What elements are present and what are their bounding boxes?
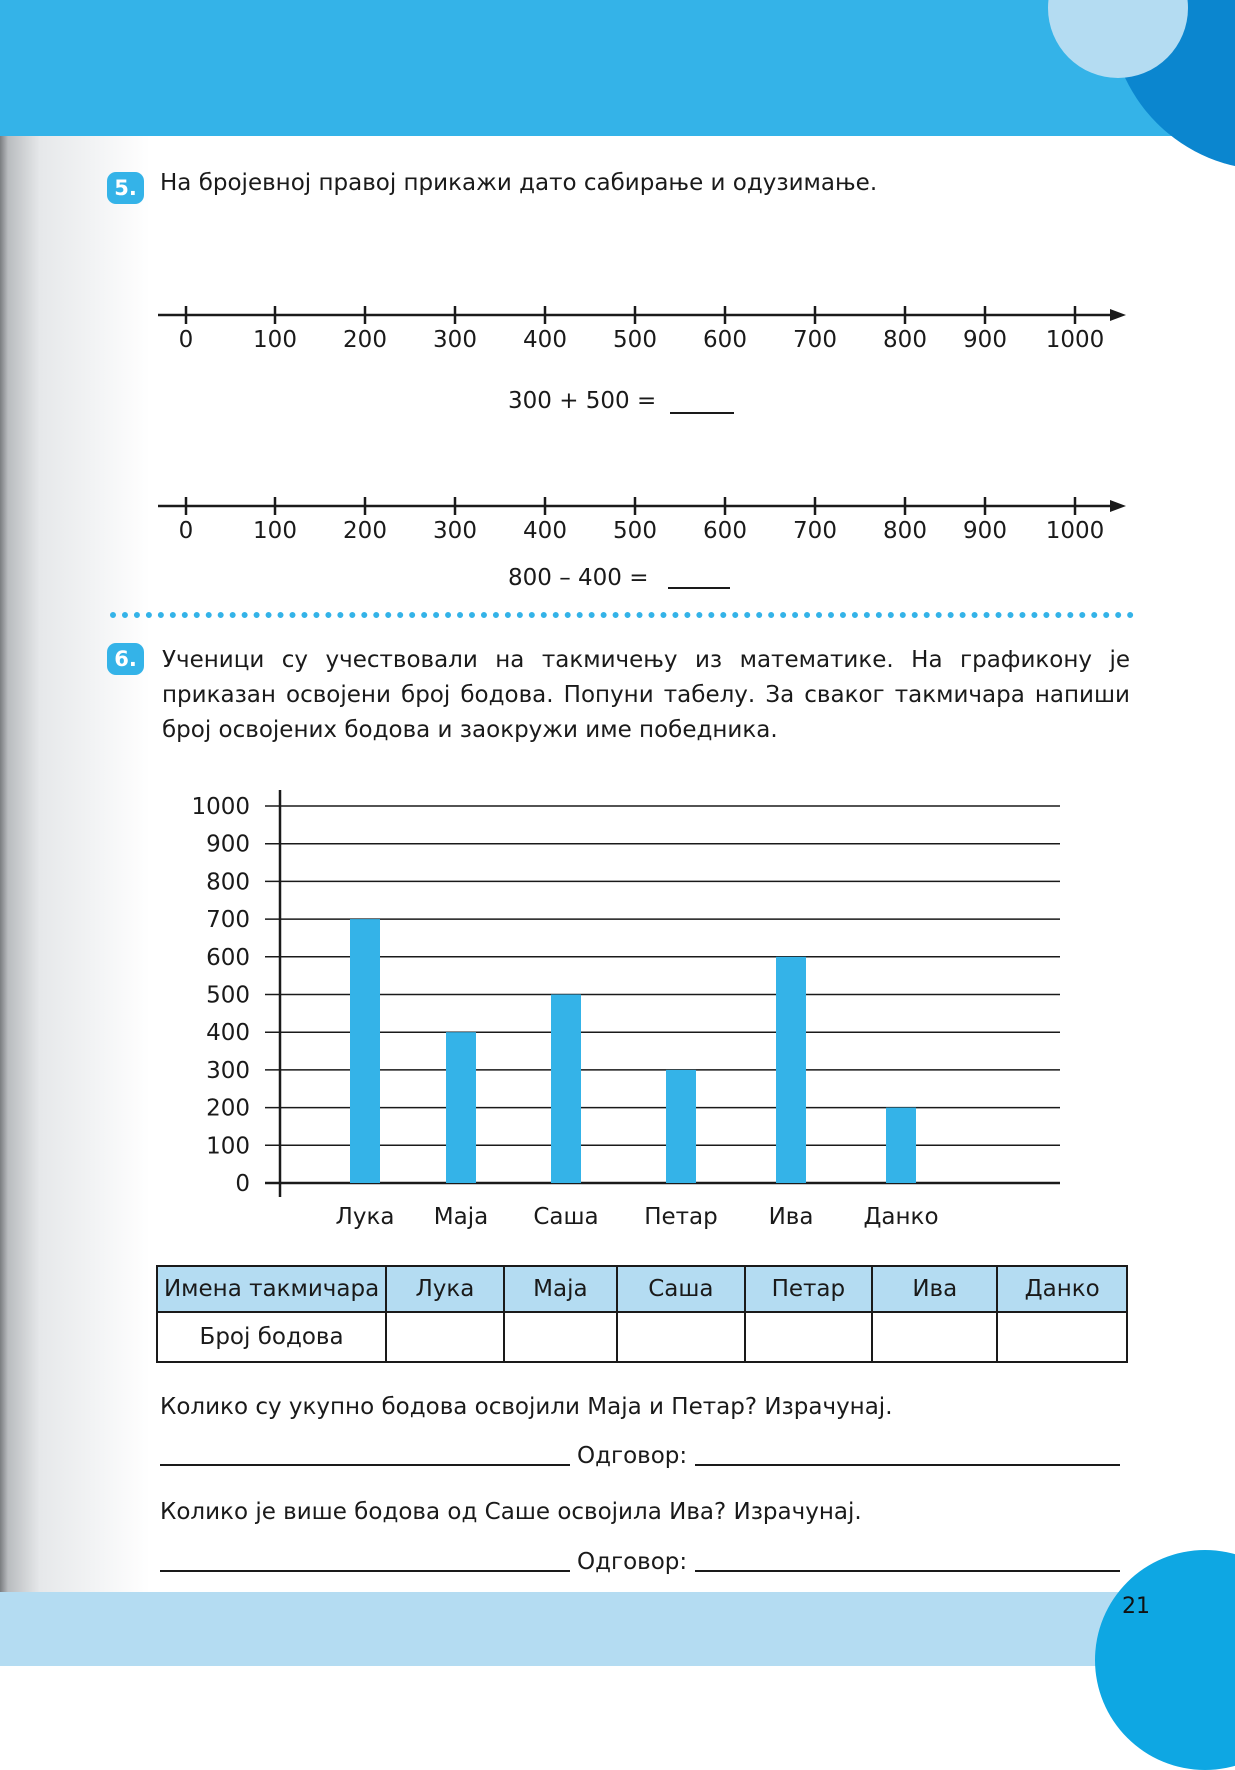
chart-y-tick-label: 900 [206,831,250,858]
chart-y-tick-label: 100 [206,1133,250,1160]
table-points-input[interactable] [872,1312,997,1362]
chart-y-tick-label: 0 [235,1171,250,1197]
number-line-tick-label: 400 [523,518,567,544]
chart-bar [776,957,806,1183]
page-number-circle [1095,1550,1235,1770]
chart-x-tick-label: Саша [533,1204,599,1230]
page-number: 21 [1122,1594,1150,1619]
chart-y-tick-label: 1000 [191,794,250,820]
chart-bar [350,919,380,1183]
number-line-tick-label: 100 [253,327,297,353]
number-line-tick-label: 200 [343,327,387,353]
question-2-answer-label: Одговор: [577,1549,688,1575]
table-header-row [157,1266,1127,1312]
chart-bar [666,1070,696,1183]
table-name-cell: Данко [997,1266,1127,1312]
task-5-badge: 5. [107,172,144,204]
chart-bar [551,995,581,1184]
number-line-tick-label: 800 [883,518,927,544]
task-6-badge: 6. [107,643,144,675]
chart-y-tick-label: 600 [206,944,250,971]
number-line-tick-label: 600 [703,518,747,544]
question-1-work-line[interactable] [160,1464,570,1466]
chart-bar [446,1032,476,1183]
table-header-label: Имена такмичара [157,1266,386,1312]
table-row-label: Број бодова [157,1312,386,1362]
table-name-cell: Ива [872,1266,997,1312]
number-line-tick-label: 800 [883,327,927,353]
number-line-tick-label: 1000 [1045,518,1105,544]
chart-y-tick-label: 700 [206,907,250,934]
chart-y-tick-label: 200 [206,1095,250,1122]
table-points-input[interactable] [745,1312,873,1362]
table-points-input[interactable] [997,1312,1127,1362]
chart-x-tick-label: Ива [768,1204,814,1230]
chart-x-tick-label: Данко [863,1204,939,1230]
number-line-tick-label: 100 [253,518,297,544]
table-points-input[interactable] [386,1312,504,1362]
chart-y-tick-label: 300 [206,1057,250,1084]
chart-x-tick-label: Лука [335,1204,395,1230]
number-line-tick-label: 200 [343,518,387,544]
chart-y-tick-label: 800 [206,869,250,896]
equation-subtraction-text: 800 – 400 = [508,565,649,591]
table-name-cell: Петар [745,1266,873,1312]
number-line-tick-label: 500 [613,518,657,544]
number-line-tick-label: 900 [963,518,1007,544]
question-2-work-line[interactable] [160,1570,570,1572]
question-1-answer-label: Одговор: [577,1443,688,1469]
chart-y-tick-label: 400 [206,1020,250,1047]
footer-band [0,1592,1235,1666]
table-points-input[interactable] [617,1312,744,1362]
number-line-tick-label: 0 [178,518,194,544]
question-2-answer-line[interactable] [695,1570,1120,1572]
table-points-row [157,1312,1127,1362]
score-table [156,1265,1128,1363]
chart-x-tick-label: Петар [644,1204,718,1230]
number-line-tick-label: 400 [523,327,567,353]
equation-addition-text: 300 + 500 = [508,388,657,414]
chart-bar [886,1108,916,1183]
chart-x-tick-label: Маја [433,1204,489,1230]
number-line-tick-label: 300 [433,327,477,353]
number-line-tick-label: 900 [963,327,1007,353]
question-2: Колико је више бодова од Саше освојила Ива? Израчунај. [160,1499,862,1525]
number-line-tick-label: 600 [703,327,747,353]
number-line-tick-label: 0 [178,327,194,353]
task-5-instruction: На бројевној правој прикажи дато сабирање и одузимање. [160,170,878,196]
table-points-input[interactable] [504,1312,617,1362]
number-line-tick-label: 1000 [1045,327,1105,353]
number-line-tick-label: 700 [793,327,837,353]
table-name-cell: Лука [386,1266,504,1312]
table-name-cell: Маја [504,1266,617,1312]
chart-y-tick-label: 500 [206,982,250,1009]
table-name-cell: Саша [617,1266,744,1312]
question-1: Колико су укупно бодова освојили Маја и Петар? Израчунај. [160,1394,893,1420]
number-line-tick-label: 700 [793,518,837,544]
task-6-instruction: Ученици су учествовали на такмичењу из математике. На графикону је приказан освојени број бодова. Попуни табелу. За сваког такмичара напиши број освојених бодова и заокружи име победника. [162,647,1130,743]
number-line-tick-label: 300 [433,518,477,544]
question-1-answer-line[interactable] [695,1464,1120,1466]
number-line-tick-label: 500 [613,327,657,353]
